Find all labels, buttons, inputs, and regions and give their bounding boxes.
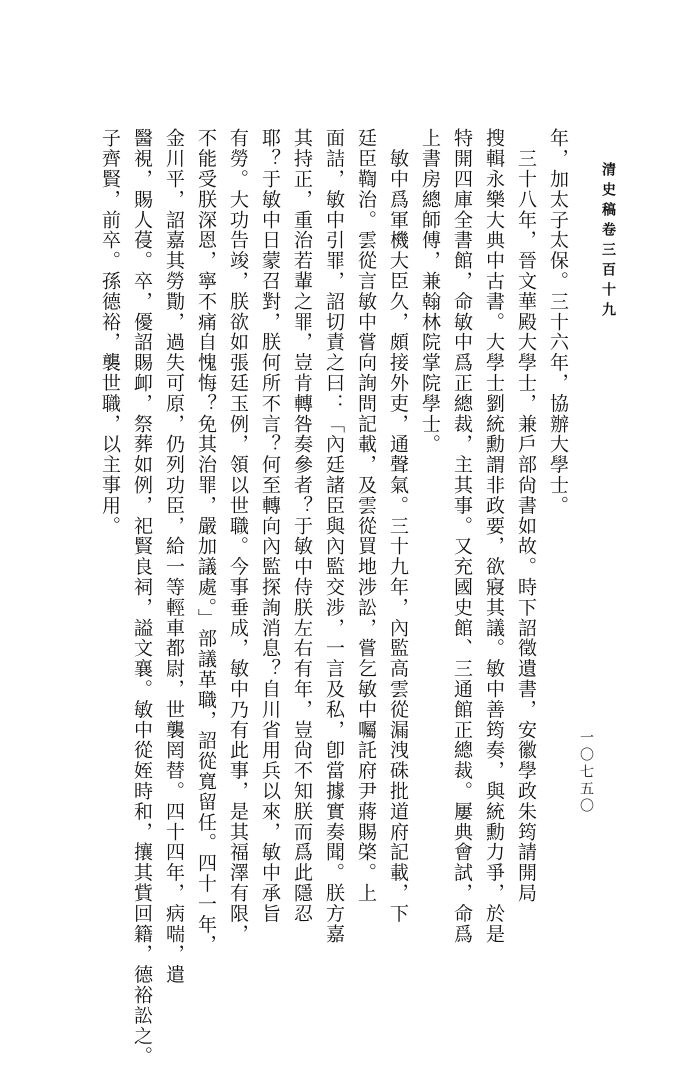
text-column: 金川平，詔嘉其勞勩，過失可原，仍列功臣，給一等輕車都尉，世襲罔替。四十四年，病喘，遣 — [163, 128, 185, 985]
text-column: 敏中爲軍機大臣久，頗接外吏，通聲氣。三十九年，內監高雲從漏洩硃批道府記載，下 — [387, 128, 409, 924]
text-column: 面詰，敏中引罪，詔切責之曰：「內廷諸臣與內監交涉，一言及私，卽當據實奏聞。朕方嘉 — [323, 128, 345, 944]
text-column: 子齊賢，前卒。孫德裕，襲世職，以主事用。 — [99, 128, 121, 536]
text-column: 特開四庫全書館，命敏中爲正總裁，主其事。又充國史館、三通館正總裁。屢典會試，命爲 — [451, 128, 473, 944]
text-column: 醫視，賜人葠。卒，優詔賜卹，祭葬如例，祀賢良祠，謚文襄。敏中從姪時和，攘其貲回籍，德裕訟之。 — [131, 128, 153, 1066]
text-column: 不能受朕深恩，寧不痛自愧悔？免其治罪，嚴加議處。」部議革職，詔從寬留任。四十一年， — [195, 128, 217, 955]
text-column: 上書房總師傅，兼翰林院掌院學士。 — [419, 128, 441, 455]
text-column: 三十八年，晉文華殿大學士，兼戶部尙書如故。時下詔徵遺書，安徽學政朱筠請開局 — [515, 128, 537, 904]
page-number: 一〇七五〇 — [578, 730, 594, 815]
text-column: 搜輯永樂大典中古書。大學士劉統勳謂非政要，欲寢其議。敏中善筠奏，與統勳力爭，於是 — [483, 128, 505, 944]
text-column: 年，加太子太保。三十六年，協辦大學士。 — [547, 128, 569, 516]
running-header: 清史稿卷三百十九 — [600, 162, 616, 322]
text-column: 廷臣鞫治。雲從言敏中嘗向詢問記載，及雲從買地涉訟，嘗乞敏中囑託府尹蔣賜棨。上 — [355, 128, 377, 904]
text-column: 耶？于敏中日蒙召對，朕何所不言？何至轉向內監探詢消息？自川省用兵以來，敏中承旨 — [259, 128, 281, 924]
text-column: 其持正，重治若輩之罪，豈肯轉咎奏參者？于敏中侍朕左右有年，豈尙不知朕而爲此隱忍 — [291, 128, 313, 924]
text-column: 有勞。大功告竣，朕欲如張廷玉例，領以世職。今事垂成，敏中乃有此事，是其福澤有限， — [227, 128, 249, 944]
